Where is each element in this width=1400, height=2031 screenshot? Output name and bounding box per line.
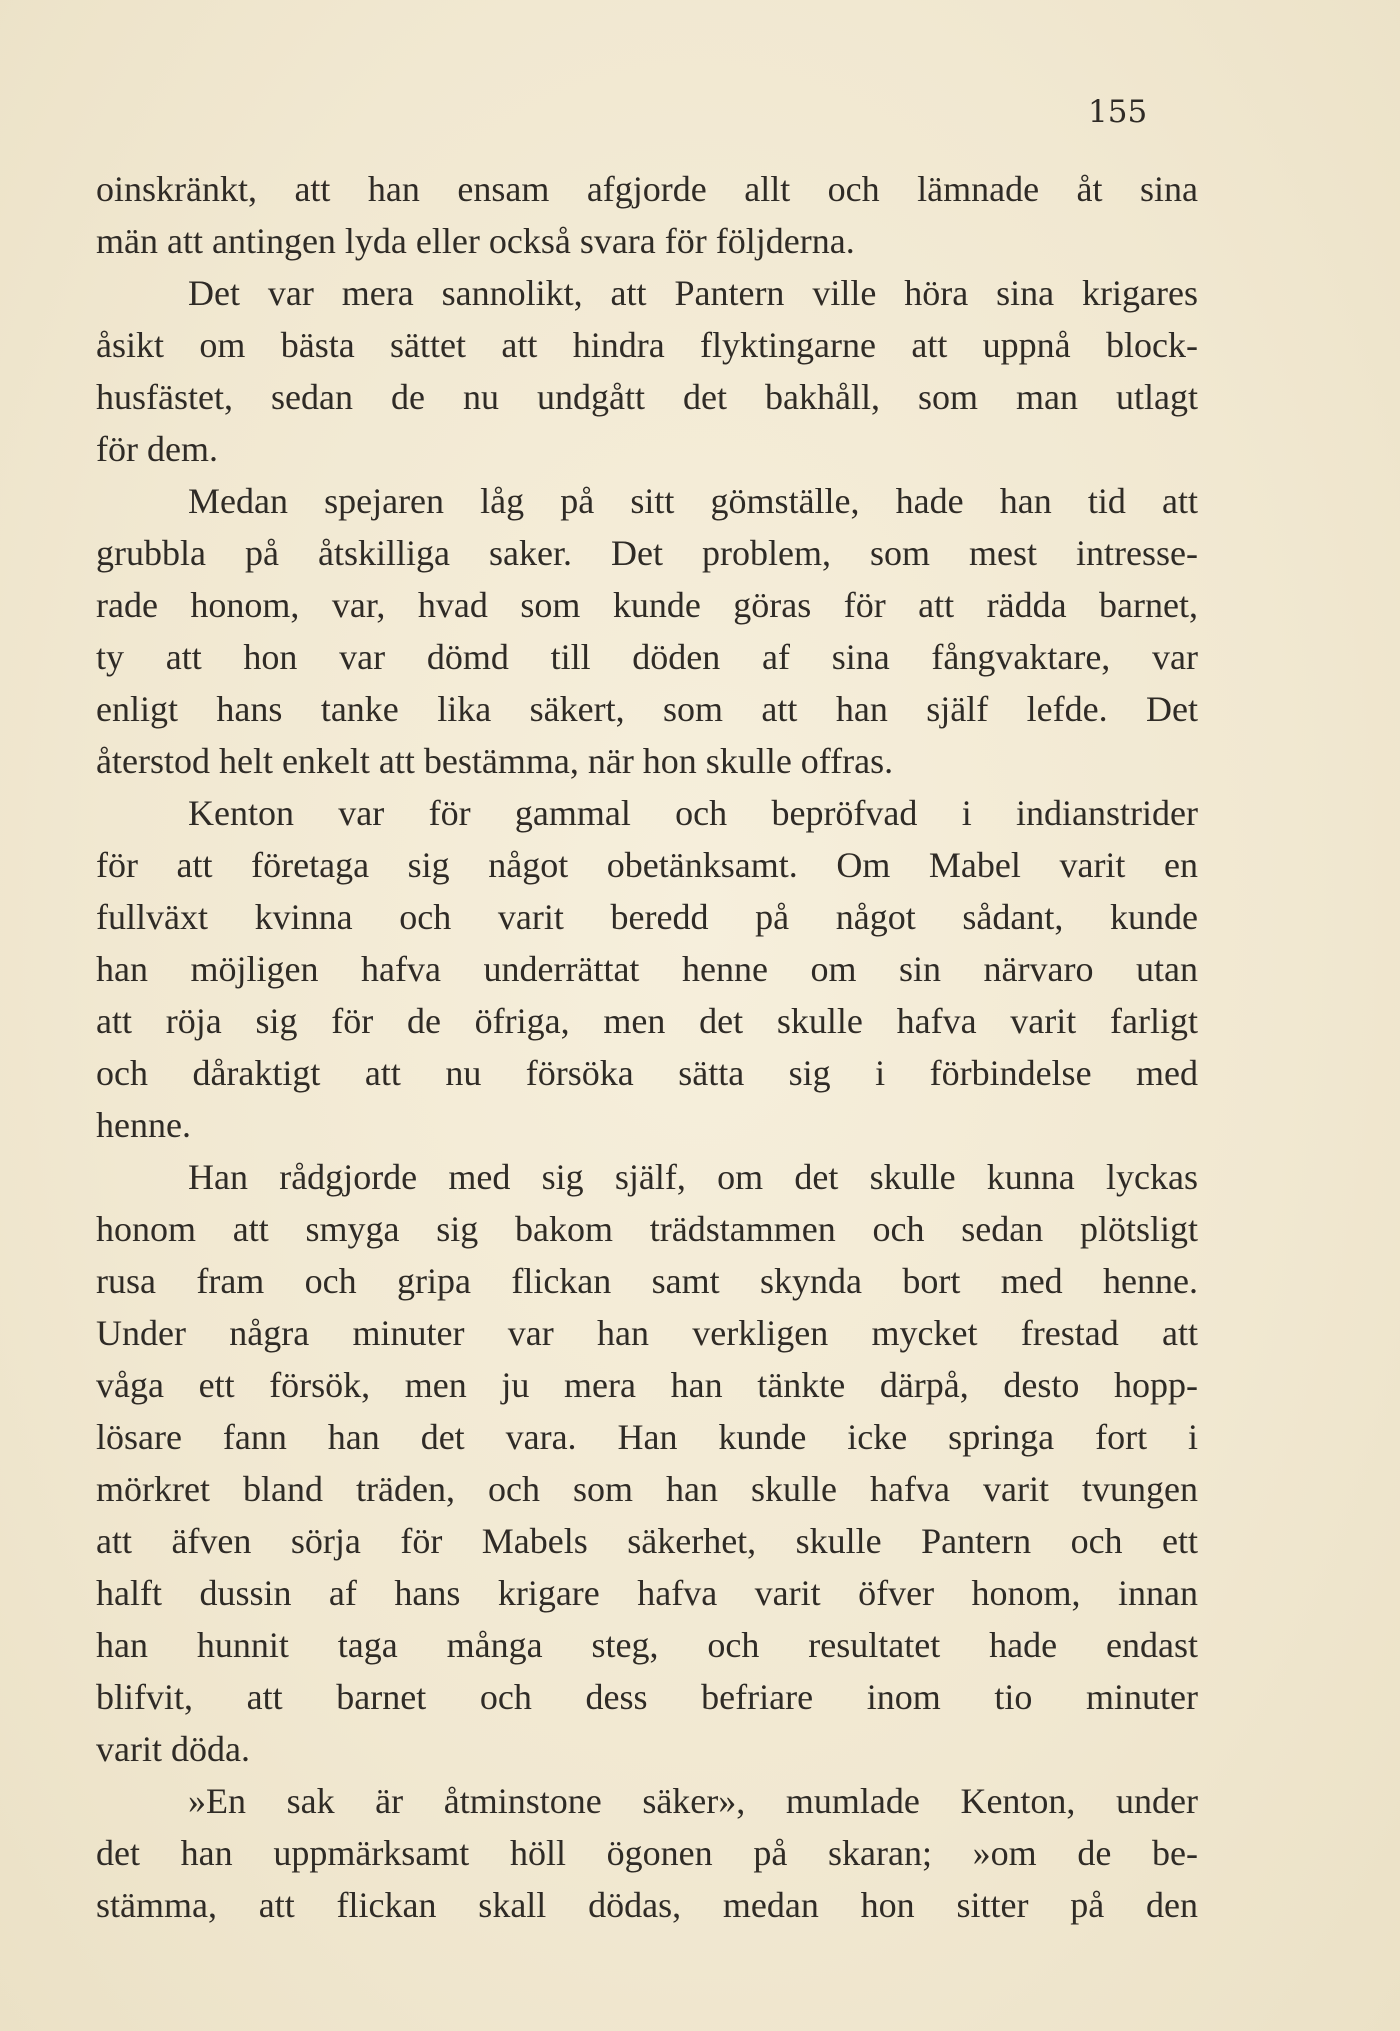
text-line: återstod helt enkelt att bestämma, när hon skulle offras.	[96, 741, 894, 781]
text-line: att äfven sörja för Mabels säkerhet, skulle Pantern och ett	[96, 1521, 1198, 1561]
text-line: enligt hans tanke lika säkert, som att han själf lefde. Det	[96, 689, 1198, 729]
text-line: för att företaga sig något obetänksamt. Om Mabel varit en	[96, 845, 1198, 885]
text-line: han hunnit taga många steg, och resultatet hade endast	[96, 1625, 1198, 1665]
text-line: grubbla på åtskilliga saker. Det problem, som mest intresse-	[96, 533, 1198, 573]
text-line: halft dussin af hans krigare hafva varit öfver honom, innan	[96, 1573, 1198, 1613]
text-line: Under några minuter var han verkligen mycket frestad att	[96, 1313, 1198, 1353]
text-line: våga ett försök, men ju mera han tänkte därpå, desto hopp-	[96, 1365, 1198, 1405]
text-line: för dem.	[96, 429, 218, 469]
text-line: och dåraktigt att nu försöka sätta sig i förbindelse med	[96, 1053, 1198, 1093]
text-line: blifvit, att barnet och dess befriare inom tio minuter	[96, 1677, 1198, 1717]
text-line: rusa fram och gripa flickan samt skynda bort med henne.	[96, 1261, 1198, 1301]
text-line: män att antingen lyda eller också svara för följderna.	[96, 221, 855, 261]
text-line: honom att smyga sig bakom trädstammen och sedan plötsligt	[96, 1209, 1198, 1249]
page-number: 155	[1088, 94, 1148, 130]
text-line: det han uppmärksamt höll ögonen på skaran; »om de be-	[96, 1833, 1198, 1873]
text-line: varit döda.	[96, 1729, 250, 1769]
text-line: fullväxt kvinna och varit beredd på något sådant, kunde	[96, 897, 1198, 937]
text-line: åsikt om bästa sättet att hindra flyktingarne att uppnå block-	[96, 325, 1198, 365]
text-line: att röja sig för de öfriga, men det skulle hafva varit farligt	[96, 1001, 1198, 1041]
text-line: Det var mera sannolikt, att Pantern ville höra sina krigares	[188, 273, 1198, 313]
text-line: rade honom, var, hvad som kunde göras för att rädda barnet,	[96, 585, 1198, 625]
text-line: husfästet, sedan de nu undgått det bakhåll, som man utlagt	[96, 377, 1198, 417]
text-line: »En sak är åtminstone säker», mumlade Kenton, under	[188, 1781, 1198, 1821]
text-line: han möjligen hafva underrättat henne om sin närvaro utan	[96, 949, 1198, 989]
text-line: ty att hon var dömd till döden af sina fångvaktare, var	[96, 637, 1198, 677]
text-line: henne.	[96, 1105, 191, 1145]
text-line: Kenton var för gammal och bepröfvad i indianstrider	[188, 793, 1198, 833]
text-line: mörkret bland träden, och som han skulle hafva varit tvungen	[96, 1469, 1198, 1509]
text-line: Medan spejaren låg på sitt gömställe, hade han tid att	[188, 481, 1198, 521]
body-text	[96, 163, 1198, 1931]
text-line: lösare fann han det vara. Han kunde icke springa fort i	[96, 1417, 1198, 1457]
text-line: oinskränkt, att han ensam afgjorde allt och lämnade åt sina	[96, 169, 1198, 209]
text-line: stämma, att flickan skall dödas, medan hon sitter på den	[96, 1885, 1198, 1925]
text-line: Han rådgjorde med sig själf, om det skulle kunna lyckas	[188, 1157, 1198, 1197]
